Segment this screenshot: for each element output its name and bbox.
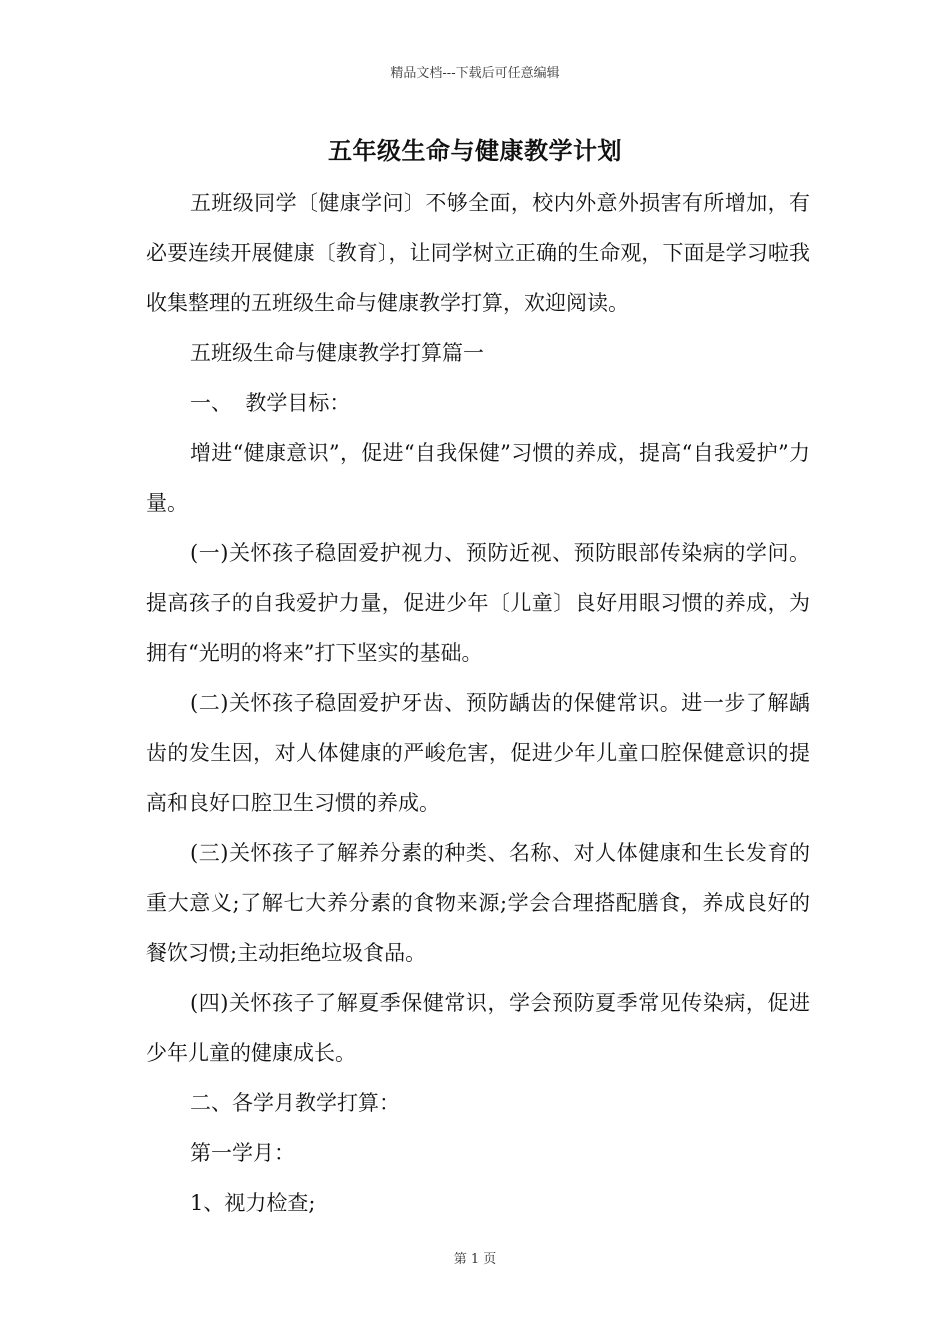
paragraph-goal-4: (四)关怀孩子了解夏季保健常识，学会预防夏季常见传染病，促进少年儿童的健康成长。: [146, 991, 810, 1065]
document-body: [146, 178, 810, 1228]
paragraph-goals-heading: 一、 教学目标：: [190, 391, 351, 415]
page-number: 第 1 页: [453, 1252, 497, 1267]
paragraph-goals-summary: 增进“健康意识”，促进“自我保健”习惯的养成，提高“自我爱护”力量。: [146, 441, 810, 515]
paragraph-first-month: 第一学月：: [190, 1141, 295, 1165]
paragraph-section-heading: 五班级生命与健康教学打算篇一: [190, 341, 484, 365]
paragraph-goal-3: (三)关怀孩子了解养分素的种类、名称、对人体健康和生长发育的重大意义;了解七大养分素的食物来源;学会合理搭配膳食，养成良好的餐饮习惯;主动拒绝垃圾食品。: [146, 841, 810, 965]
paragraph-monthly-plan-heading: 二、各学月教学打算：: [190, 1091, 400, 1115]
paragraph-intro: 五班级同学〔健康学问〕不够全面，校内外意外损害有所增加，有必要连续开展健康〔教育〕，让同学树立正确的生命观，下面是学习啦我收集整理的五班级生命与健康教学打算，欢迎阅读。: [146, 191, 810, 315]
paragraph-goal-2: (二)关怀孩子稳固爱护牙齿、预防龋齿的保健常识。进一步了解龋齿的发生因，对人体健康的严峻危害，促进少年儿童口腔保健意识的提高和良好口腔卫生习惯的养成。: [146, 691, 810, 815]
paragraph-goal-1: (一)关怀孩子稳固爱护视力、预防近视、预防眼部传染病的学问。 提高孩子的自我爱护力量，促进少年〔儿童〕良好用眼习惯的养成，为拥有“光明的将来”打下坚实的基础。: [146, 541, 810, 665]
document-title: 五年级生命与健康教学计划: [328, 136, 622, 165]
paragraph-item-1: 1、视力检查;: [190, 1191, 316, 1215]
page-header: 精品文档---下载后可任意编辑: [390, 66, 560, 81]
